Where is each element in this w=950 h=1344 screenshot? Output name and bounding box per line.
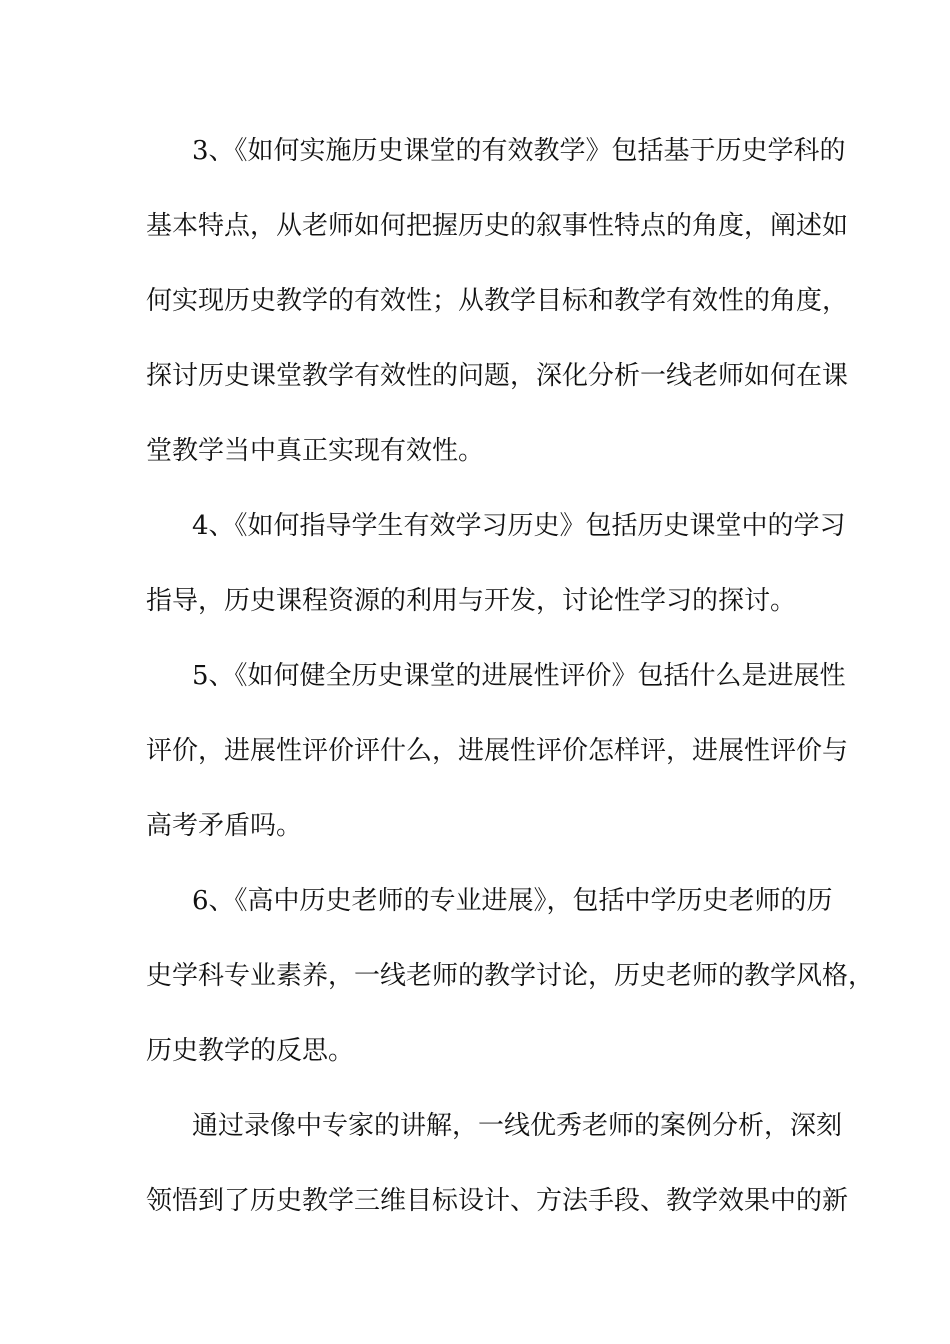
summary-paragraph-line-1: 通过录像中专家的讲解，一线优秀老师的案例分析，深刻 [192,1111,843,1141]
paragraph-4-line-2: 指导，历史课程资源的利用与开发，讨论性学习的探讨。 [146,586,797,616]
paragraph-3-line-4: 探讨历史课堂教学有效性的问题，深化分析一线老师如何在课 [146,361,849,391]
paragraph-3-line-5: 堂教学当中真正实现有效性。 [146,436,485,466]
paragraph-6-line-3: 历史教学的反思。 [146,1036,355,1066]
paragraph-5-line-1: 5、《如何健全历史课堂的进展性评价》包括什么是进展性 [192,661,846,691]
paragraph-6-line-2: 史学科专业素养，一线老师的教学讨论，历史老师的教学风格， [146,961,875,991]
paragraph-5-line-2: 评价，进展性评价评什么，进展性评价怎样评，进展性评价与 [146,736,849,766]
paragraph-4-line-1: 4、《如何指导学生有效学习历史》包括历史课堂中的学习 [192,511,846,541]
summary-paragraph-line-2: 领悟到了历史教学三维目标设计、方法手段、教学效果中的新 [146,1186,849,1216]
paragraph-6-line-1: 6、《高中历史老师的专业进展》，包括中学历史老师的历 [192,886,833,916]
paragraph-3-line-1: 3、《如何实施历史课堂的有效教学》包括基于历史学科的 [192,136,846,166]
paragraph-5-line-3: 高考矛盾吗。 [146,811,303,841]
paragraph-3-line-2: 基本特点，从老师如何把握历史的叙事性特点的角度，阐述如 [146,211,849,241]
paragraph-3-line-3: 何实现历史教学的有效性；从教学目标和教学有效性的角度， [146,286,849,316]
